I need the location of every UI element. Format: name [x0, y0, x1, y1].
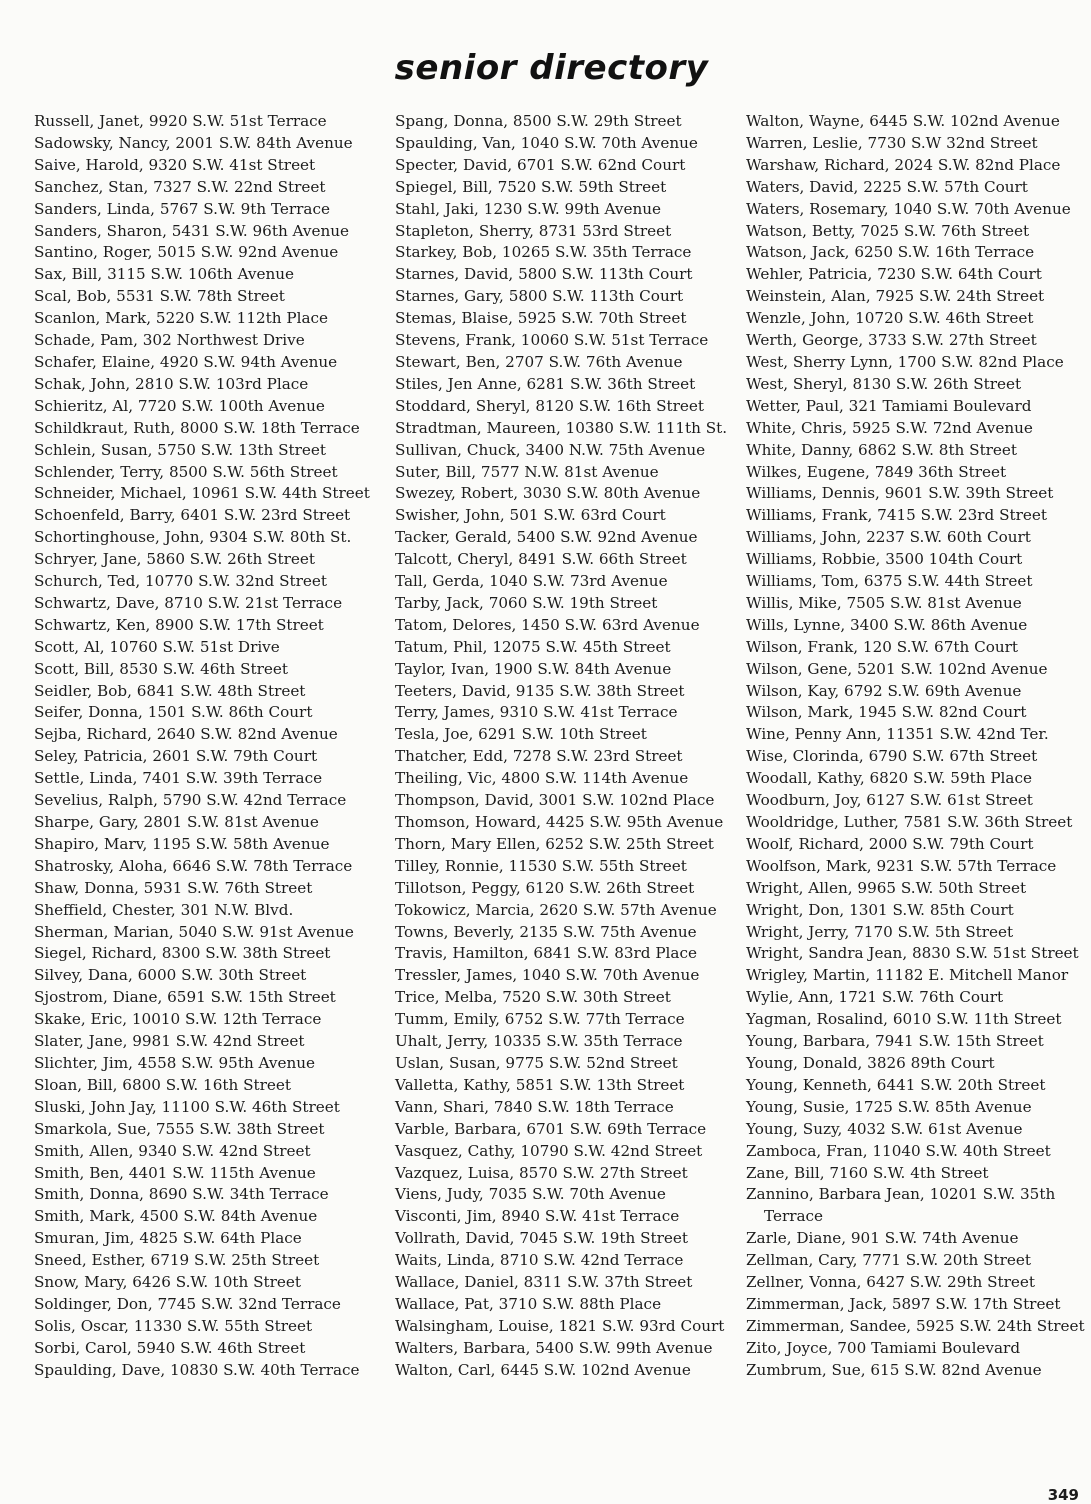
directory-entry: Tilley, Ronnie, 11530 S.W. 55th Street: [395, 856, 687, 875]
directory-entry: Tatom, Delores, 1450 S.W. 63rd Avenue: [395, 615, 700, 634]
directory-entry: Santino, Roger, 5015 S.W. 92nd Avenue: [34, 243, 339, 262]
directory-entry: Starkey, Bob, 10265 S.W. 35th Terrace: [395, 243, 692, 262]
directory-entry: Schoenfeld, Barry, 6401 S.W. 23rd Street: [34, 506, 351, 525]
directory-entry: Zumbrum, Sue, 615 S.W. 82nd Avenue: [746, 1360, 1042, 1379]
directory-entry: Wallace, Daniel, 8311 S.W. 37th Street: [395, 1273, 693, 1292]
directory-entry: Schlender, Terry, 8500 S.W. 56th Street: [34, 462, 338, 481]
page-title: senior directory: [394, 48, 709, 88]
directory-entry: Woolf, Richard, 2000 S.W. 79th Court: [746, 834, 1034, 853]
directory-entry: Zimmerman, Jack, 5897 S.W. 17th Street: [746, 1294, 1061, 1313]
directory-entry: Williams, John, 2237 S.W. 60th Court: [746, 528, 1031, 547]
directory-entry: Sax, Bill, 3115 S.W. 106th Avenue: [34, 265, 295, 284]
directory-entry: Young, Donald, 3826 89th Court: [746, 1053, 995, 1072]
directory-entry: Talcott, Cheryl, 8491 S.W. 66th Street: [395, 550, 687, 569]
directory-entry: Stiles, Jen Anne, 6281 S.W. 36th Street: [395, 374, 696, 393]
directory-entry: Scal, Bob, 5531 S.W. 78th Street: [34, 287, 285, 306]
directory-entry: Zamboca, Fran, 11040 S.W. 40th Street: [746, 1141, 1051, 1160]
directory-entry: Suter, Bill, 7577 N.W. 81st Avenue: [395, 462, 659, 481]
directory-entry: Wylie, Ann, 1721 S.W. 76th Court: [746, 988, 1004, 1007]
directory-entry: Schneider, Michael, 10961 S.W. 44th Street: [34, 484, 370, 503]
directory-entry: Saive, Harold, 9320 S.W. 41st Street: [34, 155, 316, 174]
directory-entry: Sheffield, Chester, 301 N.W. Blvd.: [34, 900, 294, 919]
directory-entry: Stahl, Jaki, 1230 S.W. 99th Avenue: [395, 199, 662, 218]
directory-entry: Young, Suzy, 4032 S.W. 61st Avenue: [746, 1119, 1023, 1138]
directory-entry: Valletta, Kathy, 5851 S.W. 13th Street: [395, 1075, 685, 1094]
directory-entry: Sadowsky, Nancy, 2001 S.W. 84th Avenue: [34, 133, 353, 152]
directory-entry: Vann, Shari, 7840 S.W. 18th Terrace: [395, 1097, 674, 1116]
directory-entry: Wilson, Gene, 5201 S.W. 102nd Avenue: [746, 659, 1048, 678]
directory-entry: Watson, Betty, 7025 S.W. 76th Street: [746, 221, 1030, 240]
directory-entry: Smarkola, Sue, 7555 S.W. 38th Street: [34, 1119, 325, 1138]
directory-entry: Willis, Mike, 7505 S.W. 81st Avenue: [746, 593, 1022, 612]
directory-entry: Spang, Donna, 8500 S.W. 29th Street: [395, 112, 682, 130]
directory-entry: Wise, Clorinda, 6790 S.W. 67th Street: [746, 747, 1038, 766]
directory-entry: Vasquez, Cathy, 10790 S.W. 42nd Street: [395, 1141, 703, 1160]
directory-entry: Starnes, Gary, 5800 S.W. 113th Court: [395, 287, 684, 306]
directory-entry: Sjostrom, Diane, 6591 S.W. 15th Street: [34, 988, 336, 1007]
directory-entry: Schurch, Ted, 10770 S.W. 32nd Street: [34, 572, 327, 591]
directory-entry: Viens, Judy, 7035 S.W. 70th Avenue: [395, 1185, 666, 1204]
directory-entry: Thomson, Howard, 4425 S.W. 95th Avenue: [395, 813, 724, 831]
directory-entry: Tatum, Phil, 12075 S.W. 45th Street: [395, 637, 671, 656]
directory-entry: Stevens, Frank, 10060 S.W. 51st Terrace: [395, 331, 709, 350]
directory-entry: Starnes, David, 5800 S.W. 113th Court: [395, 265, 693, 284]
directory-entry: Schade, Pam, 302 Northwest Drive: [34, 331, 305, 350]
directory-entry: Theiling, Vic, 4800 S.W. 114th Avenue: [395, 769, 689, 788]
directory-entry: Russell, Janet, 9920 S.W. 51st Terrace: [34, 112, 327, 130]
directory-entry: Zellner, Vonna, 6427 S.W. 29th Street: [746, 1273, 1035, 1292]
directory-entry: Seidler, Bob, 6841 S.W. 48th Street: [34, 681, 306, 700]
directory-entry: West, Sheryl, 8130 S.W. 26th Street: [746, 374, 1022, 393]
directory-entry: Towns, Beverly, 2135 S.W. 75th Avenue: [395, 922, 697, 941]
directory-column-1: [34, 111, 370, 1382]
directory-entry: Warren, Leslie, 7730 S.W 32nd Street: [746, 133, 1038, 152]
directory-entry: Wills, Lynne, 3400 S.W. 86th Avenue: [746, 615, 1028, 634]
directory-entry: Smith, Ben, 4401 S.W. 115th Avenue: [34, 1163, 316, 1182]
directory-entry: Schafer, Elaine, 4920 S.W. 94th Avenue: [34, 352, 338, 371]
directory-entry: Thorn, Mary Ellen, 6252 S.W. 25th Street: [395, 834, 714, 853]
directory-entry: Sevelius, Ralph, 5790 S.W. 42nd Terrace: [34, 791, 347, 810]
directory-entry: Stapleton, Sherry, 8731 53rd Street: [395, 221, 672, 240]
directory-entry: Woodburn, Joy, 6127 S.W. 61st Street: [746, 791, 1033, 810]
directory-entry: Yagman, Rosalind, 6010 S.W. 11th Street: [746, 1010, 1062, 1029]
directory-entry: Walsingham, Louise, 1821 S.W. 93rd Court: [395, 1316, 725, 1335]
directory-entry: Soldinger, Don, 7745 S.W. 32nd Terrace: [34, 1294, 341, 1313]
directory-entry: Schak, John, 2810 S.W. 103rd Place: [34, 374, 309, 393]
directory-entry: Taylor, Ivan, 1900 S.W. 84th Avenue: [395, 659, 672, 678]
directory-entry: Smith, Donna, 8690 S.W. 34th Terrace: [34, 1185, 329, 1204]
directory-entry: Stoddard, Sheryl, 8120 S.W. 16th Street: [395, 396, 704, 415]
directory-entry: Wilkes, Eugene, 7849 36th Street: [746, 462, 1007, 481]
directory-entry: Terry, James, 9310 S.W. 41st Terrace: [395, 703, 678, 722]
directory-entry: Sanders, Sharon, 5431 S.W. 96th Avenue: [34, 221, 350, 240]
directory-entry: Sloan, Bill, 6800 S.W. 16th Street: [34, 1075, 291, 1094]
directory-entry: Sharpe, Gary, 2801 S.W. 81st Avenue: [34, 813, 319, 831]
directory-entry: Wehler, Patricia, 7230 S.W. 64th Court: [746, 265, 1042, 284]
directory-entry: Shapiro, Marv, 1195 S.W. 58th Avenue: [34, 834, 330, 853]
directory-entry: Seifer, Donna, 1501 S.W. 86th Court: [34, 703, 313, 722]
directory-entry: Specter, David, 6701 S.W. 62nd Court: [395, 155, 686, 174]
directory-entry: Uhalt, Jerry, 10335 S.W. 35th Terrace: [395, 1032, 683, 1051]
directory-entry: Zannino, Barbara Jean, 10201 S.W. 35th Terrace: [746, 1185, 1056, 1226]
directory-entry: Tokowicz, Marcia, 2620 S.W. 57th Avenue: [395, 900, 717, 919]
directory-entry: Schlein, Susan, 5750 S.W. 13th Street: [34, 440, 326, 459]
directory-entry: Young, Susie, 1725 S.W. 85th Avenue: [746, 1097, 1032, 1116]
directory-entry: Skake, Eric, 10010 S.W. 12th Terrace: [34, 1010, 322, 1029]
directory-entry: Spiegel, Bill, 7520 S.W. 59th Street: [395, 177, 667, 196]
directory-entry: Seley, Patricia, 2601 S.W. 79th Court: [34, 747, 318, 766]
directory-entry: Zane, Bill, 7160 S.W. 4th Street: [746, 1163, 989, 1182]
directory-entry: Smith, Mark, 4500 S.W. 84th Avenue: [34, 1207, 318, 1226]
directory-entry: Woodall, Kathy, 6820 S.W. 59th Place: [746, 769, 1032, 788]
directory-entry: Scott, Bill, 8530 S.W. 46th Street: [34, 659, 288, 678]
directory-entry: Wright, Sandra Jean, 8830 S.W. 51st Street: [746, 944, 1079, 963]
directory-entry: Schortinghouse, John, 9304 S.W. 80th St.: [34, 528, 352, 547]
directory-entry: Varble, Barbara, 6701 S.W. 69th Terrace: [395, 1119, 707, 1138]
directory-entry: Sorbi, Carol, 5940 S.W. 46th Street: [34, 1338, 306, 1357]
directory-entry: Schildkraut, Ruth, 8000 S.W. 18th Terrace: [34, 418, 360, 437]
directory-entry: White, Chris, 5925 S.W. 72nd Avenue: [746, 418, 1033, 437]
directory-entry: Wooldridge, Luther, 7581 S.W. 36th Street: [746, 813, 1073, 831]
directory-entry: Waters, David, 2225 S.W. 57th Court: [746, 177, 1028, 196]
directory-entry: Shaw, Donna, 5931 S.W. 76th Street: [34, 878, 313, 897]
directory-entry: Waits, Linda, 8710 S.W. 42nd Terrace: [395, 1251, 684, 1270]
directory-entry: Tall, Gerda, 1040 S.W. 73rd Avenue: [395, 572, 668, 591]
directory-entry: Tressler, James, 1040 S.W. 70th Avenue: [395, 966, 700, 985]
directory-entry: Stradtman, Maureen, 10380 S.W. 111th St.: [395, 418, 728, 437]
directory-entry: Schieritz, Al, 7720 S.W. 100th Avenue: [34, 396, 325, 415]
directory-entry: Wetter, Paul, 321 Tamiami Boulevard: [746, 396, 1032, 415]
directory-entry: Teeters, David, 9135 S.W. 38th Street: [395, 681, 685, 700]
directory-entry: Warshaw, Richard, 2024 S.W. 82nd Place: [746, 155, 1061, 174]
directory-entry: Zito, Joyce, 700 Tamiami Boulevard: [746, 1338, 1021, 1357]
directory-entry: Trice, Melba, 7520 S.W. 30th Street: [395, 988, 671, 1007]
directory-entry: Stemas, Blaise, 5925 S.W. 70th Street: [395, 309, 687, 328]
directory-entry: Swezey, Robert, 3030 S.W. 80th Avenue: [395, 484, 701, 503]
directory-entry: Weinstein, Alan, 7925 S.W. 24th Street: [746, 287, 1045, 306]
directory-entry: Vazquez, Luisa, 8570 S.W. 27th Street: [395, 1163, 688, 1182]
directory-entry: Visconti, Jim, 8940 S.W. 41st Terrace: [395, 1207, 680, 1226]
directory-entry: Wilson, Mark, 1945 S.W. 82nd Court: [746, 703, 1027, 722]
directory-entry: Zellman, Cary, 7771 S.W. 20th Street: [746, 1251, 1031, 1270]
directory-entry: Wrigley, Martin, 11182 E. Mitchell Manor: [746, 966, 1069, 985]
directory-entry: Williams, Tom, 6375 S.W. 44th Street: [746, 572, 1033, 591]
directory-entry: Slichter, Jim, 4558 S.W. 95th Avenue: [34, 1053, 316, 1072]
directory-entry: Wright, Don, 1301 S.W. 85th Court: [746, 900, 1014, 919]
directory-entry: Shatrosky, Aloha, 6646 S.W. 78th Terrace: [34, 856, 353, 875]
directory-entry: Siegel, Richard, 8300 S.W. 38th Street: [34, 944, 331, 963]
directory-entry: Vollrath, David, 7045 S.W. 19th Street: [395, 1229, 688, 1248]
directory-entry: Solis, Oscar, 11330 S.W. 55th Street: [34, 1316, 313, 1335]
directory-entry: Williams, Frank, 7415 S.W. 23rd Street: [746, 506, 1047, 525]
directory-entry: Wine, Penny Ann, 11351 S.W. 42nd Ter.: [746, 725, 1049, 744]
directory-entry: Spaulding, Dave, 10830 S.W. 40th Terrace: [34, 1360, 360, 1379]
directory-entry: Smith, Allen, 9340 S.W. 42nd Street: [34, 1141, 311, 1160]
directory-entry: Waters, Rosemary, 1040 S.W. 70th Avenue: [746, 199, 1071, 218]
directory-entry: Williams, Dennis, 9601 S.W. 39th Street: [746, 484, 1054, 503]
directory-entry: Sullivan, Chuck, 3400 N.W. 75th Avenue: [395, 440, 706, 459]
directory-entry: Scott, Al, 10760 S.W. 51st Drive: [34, 637, 280, 656]
directory-entry: Silvey, Dana, 6000 S.W. 30th Street: [34, 966, 307, 985]
directory-entry: Wilson, Kay, 6792 S.W. 69th Avenue: [746, 681, 1022, 700]
directory-entry: Tarby, Jack, 7060 S.W. 19th Street: [395, 593, 658, 612]
directory-entry: Tacker, Gerald, 5400 S.W. 92nd Avenue: [395, 528, 698, 547]
directory-entry: Tumm, Emily, 6752 S.W. 77th Terrace: [395, 1010, 685, 1029]
directory-entry: Scanlon, Mark, 5220 S.W. 112th Place: [34, 309, 329, 328]
directory-entry: Wenzle, John, 10720 S.W. 46th Street: [746, 309, 1034, 328]
directory-entry: Young, Kenneth, 6441 S.W. 20th Street: [746, 1075, 1046, 1094]
directory-entry: Schwartz, Ken, 8900 S.W. 17th Street: [34, 615, 324, 634]
directory-entry: Walters, Barbara, 5400 S.W. 99th Avenue: [395, 1338, 713, 1357]
directory-entry: Slater, Jane, 9981 S.W. 42nd Street: [34, 1032, 305, 1051]
directory-entry: Williams, Robbie, 3500 104th Court: [746, 550, 1023, 569]
directory-entry: Young, Barbara, 7941 S.W. 15th Street: [746, 1032, 1044, 1051]
directory-entry: Wilson, Frank, 120 S.W. 67th Court: [746, 637, 1018, 656]
directory-entry: Tillotson, Peggy, 6120 S.W. 26th Street: [395, 878, 695, 897]
directory-entry: Snow, Mary, 6426 S.W. 10th Street: [34, 1273, 301, 1292]
directory-entry: Sluski, John Jay, 11100 S.W. 46th Street: [34, 1097, 340, 1116]
directory-entry: Thatcher, Edd, 7278 S.W. 23rd Street: [395, 747, 683, 766]
directory-entry: Swisher, John, 501 S.W. 63rd Court: [395, 506, 666, 525]
directory-entry: Watson, Jack, 6250 S.W. 16th Terrace: [746, 243, 1035, 262]
directory-entry: Sneed, Esther, 6719 S.W. 25th Street: [34, 1251, 320, 1270]
page-number: 349: [1047, 1486, 1079, 1504]
directory-entry: Schryer, Jane, 5860 S.W. 26th Street: [34, 550, 315, 569]
directory-entry: Walton, Wayne, 6445 S.W. 102nd Avenue: [746, 112, 1060, 130]
directory-entry: Wright, Jerry, 7170 S.W. 5th Street: [746, 922, 1014, 941]
directory-entry: Travis, Hamilton, 6841 S.W. 83rd Place: [395, 944, 697, 963]
directory-column-3: [746, 111, 1091, 1382]
directory-entry: Uslan, Susan, 9775 S.W. 52nd Street: [395, 1053, 678, 1072]
directory-entry: Thompson, David, 3001 S.W. 102nd Place: [395, 791, 715, 810]
directory-entry: Stewart, Ben, 2707 S.W. 76th Avenue: [395, 352, 683, 371]
directory-entry: Walton, Carl, 6445 S.W. 102nd Avenue: [395, 1360, 691, 1379]
directory-entry: Schwartz, Dave, 8710 S.W. 21st Terrace: [34, 593, 343, 612]
directory-entry: West, Sherry Lynn, 1700 S.W. 82nd Place: [746, 352, 1064, 371]
directory-entry: Werth, George, 3733 S.W. 27th Street: [746, 331, 1037, 350]
directory-entry: Sejba, Richard, 2640 S.W. 82nd Avenue: [34, 725, 338, 744]
directory-entry: Woolfson, Mark, 9231 S.W. 57th Terrace: [746, 856, 1057, 875]
directory-entry: White, Danny, 6862 S.W. 8th Street: [746, 440, 1018, 459]
directory-entry: Spaulding, Van, 1040 S.W. 70th Avenue: [395, 133, 698, 152]
directory-entry: Tesla, Joe, 6291 S.W. 10th Street: [395, 725, 647, 744]
directory-entry: Zarle, Diane, 901 S.W. 74th Avenue: [746, 1229, 1019, 1248]
directory-entry: Sanchez, Stan, 7327 S.W. 22nd Street: [34, 177, 326, 196]
directory-entry: Wright, Allen, 9965 S.W. 50th Street: [746, 878, 1027, 897]
directory-entry: Smuran, Jim, 4825 S.W. 64th Place: [34, 1229, 302, 1248]
directory-entry: Sherman, Marian, 5040 S.W. 91st Avenue: [34, 922, 354, 941]
directory-entry: Zimmerman, Sandee, 5925 S.W. 24th Street: [746, 1316, 1085, 1335]
directory-entry: Sanders, Linda, 5767 S.W. 9th Terrace: [34, 199, 330, 218]
directory-column-2: [395, 111, 727, 1382]
directory-entry: Settle, Linda, 7401 S.W. 39th Terrace: [34, 769, 323, 788]
directory-entry: Wallace, Pat, 3710 S.W. 88th Place: [395, 1294, 662, 1313]
